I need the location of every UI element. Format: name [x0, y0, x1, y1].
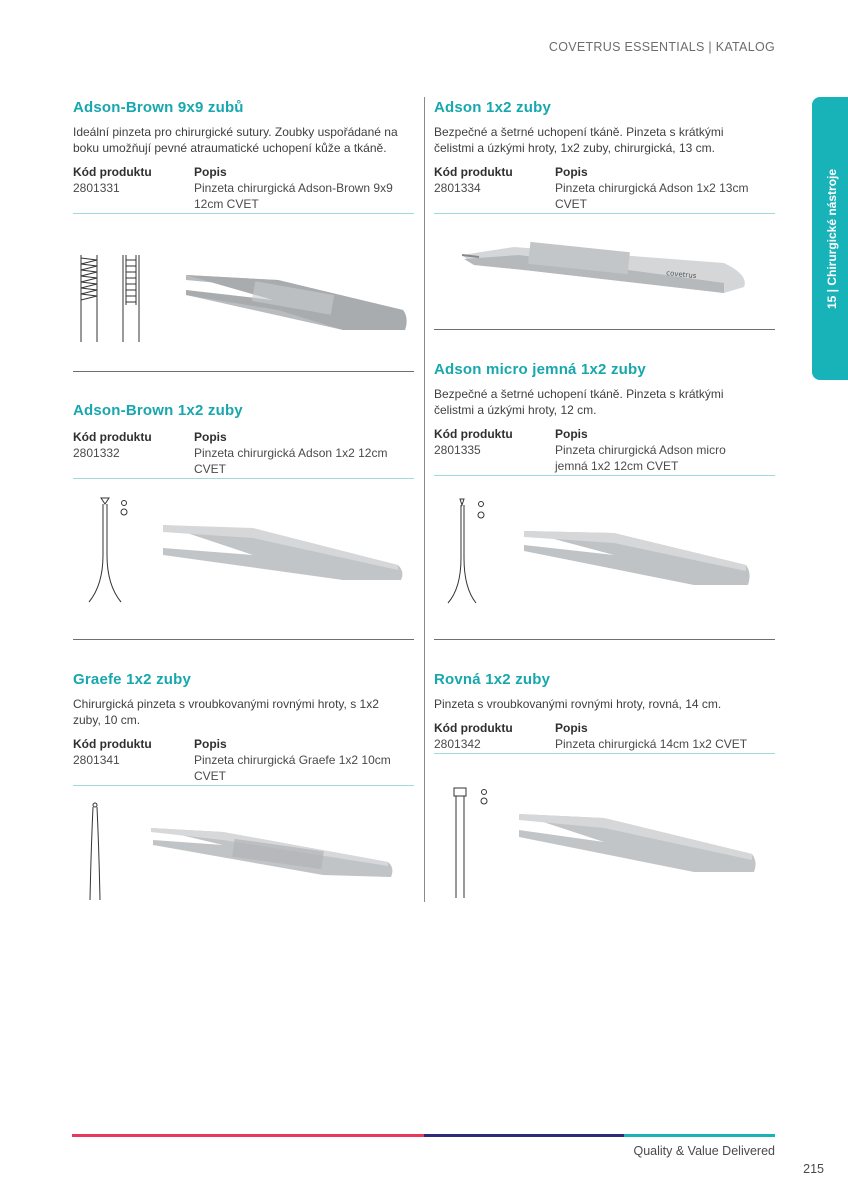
product-code: 2801331: [73, 181, 120, 195]
table-divider: [73, 478, 414, 479]
footer-tagline: Quality & Value Delivered: [633, 1144, 775, 1158]
code-header: Kód produktu: [73, 737, 152, 751]
footer-bar-teal: [624, 1134, 775, 1137]
product-item-desc: Pinzeta chirurgická Adson-Brown 9x9 12cm CVET: [194, 181, 393, 211]
product-description: Ideální pinzeta pro chirurgické sutury. Zoubky uspořádané na boku umožňují pevné atraumatické uchopení kůže a tkáně.: [73, 125, 398, 155]
desc-header: Popis: [555, 165, 588, 179]
product-illustration-graefe: [73, 800, 414, 901]
desc-header: Popis: [194, 165, 227, 179]
table-divider: [434, 475, 775, 476]
tip-drawing-icon: [90, 803, 100, 900]
engraving-text: covetrus: [665, 269, 697, 281]
product-table: [73, 164, 414, 212]
code-header: Kód produktu: [434, 165, 513, 179]
section-separator: [73, 371, 414, 372]
product-illustration-adson-micro: [434, 493, 775, 605]
product-code: 2801334: [434, 181, 481, 195]
product-table: [434, 426, 775, 474]
product-code: 2801335: [434, 443, 481, 457]
product-title: Adson-Brown 1x2 zuby: [73, 402, 243, 419]
product-description: Chirurgická pinzeta s vroubkovanými rovnými hroty, s 1x2 zuby, 10 cm.: [73, 697, 379, 727]
product-adson-1x2: [434, 99, 775, 214]
product-table: [434, 164, 775, 212]
product-title: Adson micro jemná 1x2 zuby: [434, 361, 646, 378]
product-title: Adson-Brown 9x9 zubů: [73, 99, 244, 116]
product-title: Adson 1x2 zuby: [434, 99, 551, 116]
product-illustration-adson-brown-1x2: [73, 490, 414, 605]
product-item-desc: Pinzeta chirurgická Adson micro jemná 1x2 12cm CVET: [555, 443, 726, 473]
section-separator: [434, 639, 775, 640]
tip-drawing-icon: [454, 788, 487, 898]
code-header: Kód produktu: [73, 165, 152, 179]
product-description: Pinzeta s vroubkovanými rovnými hroty, rovná, 14 cm.: [434, 697, 722, 711]
product-title: Graefe 1x2 zuby: [73, 671, 192, 688]
chapter-side-tab[interactable]: [812, 97, 848, 380]
product-table: [73, 736, 414, 784]
product-graefe: [73, 671, 414, 786]
code-header: Kód produktu: [434, 427, 513, 441]
product-code: 2801341: [73, 753, 120, 767]
table-divider: [73, 213, 414, 214]
table-divider: [73, 785, 414, 786]
product-adson-brown-9x9: [73, 99, 414, 214]
product-description: Bezpečné a šetrné uchopení tkáně. Pinzeta s krátkými čelistmi a úzkými hroty, 1x2 zuby, chirurgická, 13 cm.: [434, 125, 724, 155]
product-description: Bezpečné a šetrné uchopení tkáně. Pinzeta s krátkými čelistmi a úzkými hroty, 12 cm.: [434, 387, 724, 417]
product-item-desc: Pinzeta chirurgická Adson 1x2 12cm CVET: [194, 446, 388, 476]
footer-color-bar: [72, 1134, 775, 1137]
desc-header: Popis: [194, 737, 227, 751]
footer-bar-red: [72, 1134, 424, 1137]
product-adson-micro: [434, 361, 775, 476]
product-item-desc: Pinzeta chirurgická 14cm 1x2 CVET: [555, 737, 748, 751]
product-table: [73, 429, 414, 477]
column-divider: [424, 97, 425, 902]
tip-drawing-icon: [81, 255, 139, 342]
product-title: Rovná 1x2 zuby: [434, 671, 551, 688]
code-header: Kód produktu: [434, 721, 513, 735]
page-number: 215: [803, 1162, 824, 1176]
product-illustration-adson-brown-9x9: [73, 250, 414, 345]
product-photo-adson-1x2: [434, 225, 775, 315]
tip-drawing-icon: [448, 499, 484, 603]
tweezers-photo-icon: [151, 828, 392, 877]
product-rovna: [434, 671, 775, 754]
section-separator: [434, 329, 775, 330]
product-table: [434, 720, 775, 752]
catalog-header: COVETRUS ESSENTIALS | KATALOG: [548, 40, 775, 54]
tweezers-photo-icon: [163, 525, 402, 580]
desc-header: Popis: [194, 430, 227, 444]
product-item-desc: Pinzeta chirurgická Adson 1x2 13cm CVET: [555, 181, 749, 211]
footer-bar-navy: [424, 1134, 624, 1137]
table-divider: [434, 213, 775, 214]
section-separator: [73, 639, 414, 640]
table-divider: [434, 753, 775, 754]
desc-header: Popis: [555, 427, 588, 441]
chapter-tab-label: 15 | Chirurgické nástroje: [825, 168, 839, 309]
product-item-desc: Pinzeta chirurgická Graefe 1x2 10cm CVET: [194, 753, 391, 783]
desc-header: Popis: [555, 721, 588, 735]
code-header: Kód produktu: [73, 430, 152, 444]
tweezers-photo-icon: [186, 275, 407, 330]
product-adson-brown-1x2: [73, 402, 414, 479]
product-code: 2801332: [73, 446, 120, 460]
tweezers-photo-icon: [519, 814, 756, 872]
tweezers-photo-icon: [462, 242, 745, 293]
product-illustration-rovna: [434, 782, 775, 900]
tweezers-photo-icon: [524, 531, 750, 585]
product-code: 2801342: [434, 737, 481, 751]
tip-drawing-icon: [89, 498, 127, 602]
